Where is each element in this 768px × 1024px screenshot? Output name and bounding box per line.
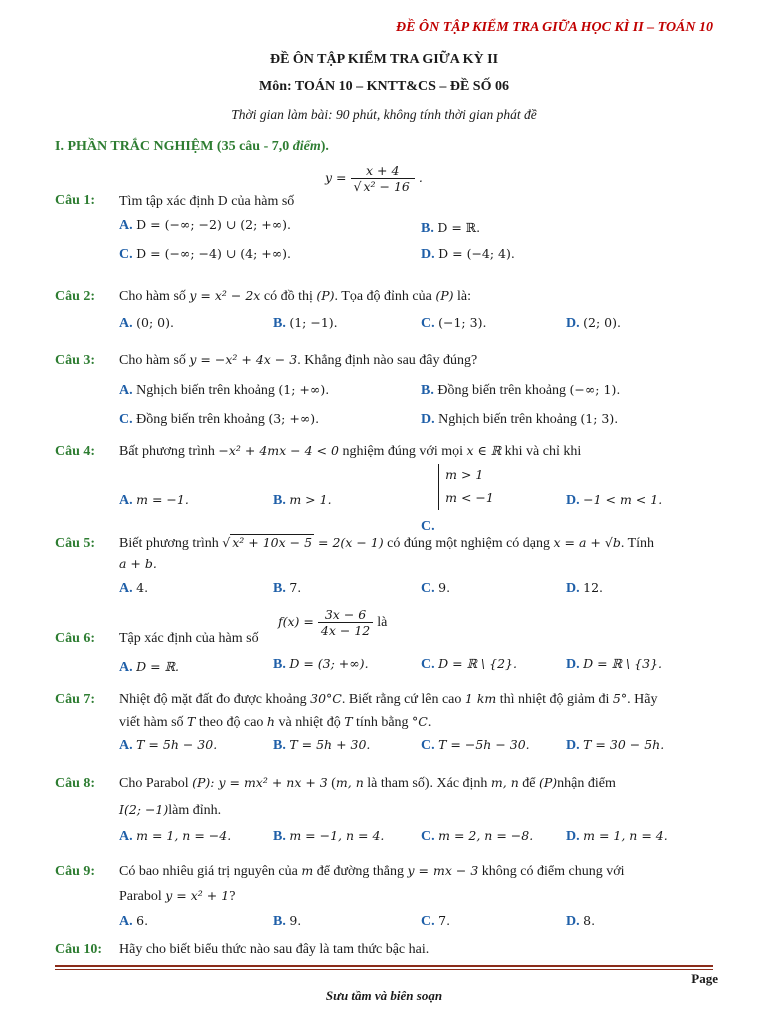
question-label: Câu 7: xyxy=(55,692,96,707)
option-b[interactable]: B. D = ℝ. xyxy=(421,220,481,236)
exam-time: Thời gian làm bài: 90 phút, không tính thời gian phát đề xyxy=(231,107,537,122)
option-d[interactable]: D. m = 1, n = 4. xyxy=(566,828,668,844)
option-a[interactable]: A. m = −1. xyxy=(119,492,189,508)
option-c[interactable]: C. (−1; 3). xyxy=(421,315,487,331)
option-c[interactable]: C. D = ℝ \ {2}. xyxy=(421,656,517,672)
option-a[interactable]: A. Nghịch biến trên khoảng (1; +∞). xyxy=(119,382,330,398)
question-text: Tìm tập xác định D của hàm số xyxy=(119,193,295,209)
question-text: Cho Parabol (P): y = mx² + nx + 3 (m, n là tham số). Xác định m, n để (P)nhận điểm xyxy=(119,775,616,791)
option-c[interactable]: C. 9. xyxy=(421,580,451,596)
footer-rule xyxy=(55,965,713,967)
option-b[interactable]: B. D = (3; +∞). xyxy=(273,656,369,672)
option-a[interactable]: A. 4. xyxy=(119,580,149,596)
question-label: Câu 4: xyxy=(55,444,96,459)
option-c[interactable]: C. m > 1 m < −1 xyxy=(421,464,494,510)
footer-credit: Sưu tầm và biên soạn xyxy=(325,988,443,1003)
option-d[interactable]: D. D = ℝ \ {3}. xyxy=(566,656,662,672)
question-label: Câu 9: xyxy=(55,864,96,879)
option-c[interactable]: C. Đồng biến trên khoảng (3; +∞). xyxy=(119,411,320,427)
option-a[interactable]: A. 6. xyxy=(119,913,149,929)
option-a[interactable]: A. D = ℝ. xyxy=(119,659,179,675)
option-d[interactable]: D. −1 < m < 1. xyxy=(566,492,663,508)
question-label: Câu 8: xyxy=(55,776,96,791)
option-c[interactable]: C. m = 2, n = −8. xyxy=(421,828,534,844)
option-a[interactable]: A. T = 5h − 30. xyxy=(119,737,218,753)
question-text-line2: Parabol y = x² + 1? xyxy=(119,888,236,904)
option-c[interactable]: C. 7. xyxy=(421,913,451,929)
option-b[interactable]: B. Đồng biến trên khoảng (−∞; 1). xyxy=(421,382,621,398)
question-text-line2: a + b. xyxy=(119,556,157,571)
option-d[interactable]: D. (2; 0). xyxy=(566,315,621,331)
question-label: Câu 3: xyxy=(55,353,96,368)
question-text: Biết phương trình √ x² + 10x − 5 = 2(x − 1) có đúng một nghiệm có dạng x = a + √b. Tính xyxy=(119,535,655,551)
question-text: Hãy cho biết biểu thức nào sau đây là tam thức bậc hai. xyxy=(119,942,430,957)
option-d[interactable]: D. T = 30 − 5h. xyxy=(566,737,665,753)
option-d[interactable]: D. 8. xyxy=(566,913,596,929)
option-b[interactable]: B. m > 1. xyxy=(273,492,332,508)
option-d[interactable]: D. 12. xyxy=(566,580,604,596)
exam-title: ĐỀ ÔN TẬP KIỂM TRA GIỮA KỲ II xyxy=(269,52,499,67)
question-formula: f(x) = $\frac{3x - 6}{4x - 12}$ là xyxy=(278,607,388,638)
question-label: Câu 1: xyxy=(55,193,96,208)
question-formula: y = $\frac{x + 4}{\text{√ x² − 16}}$ . xyxy=(325,163,423,194)
question-label: Câu 2: xyxy=(55,289,96,304)
option-b[interactable]: B. T = 5h + 30. xyxy=(273,737,371,753)
question-text: Cho hàm số y = −x² + 4x − 3. Khẳng định nào sau đây đúng? xyxy=(119,352,478,368)
question-text-line2: I(2; −1)làm đỉnh. xyxy=(119,802,222,818)
option-c[interactable]: C. T = −5h − 30. xyxy=(421,737,530,753)
option-b[interactable]: B. (1; −1). xyxy=(273,315,338,331)
option-b[interactable]: B. m = −1, n = 4. xyxy=(273,828,385,844)
question-text: Bất phương trình −x² + 4mx − 4 < 0 nghiệm đúng với mọi x ∈ ℝ khi và chỉ khi xyxy=(119,443,582,459)
option-a[interactable]: A. D = (−∞; −2) ∪ (2; +∞). xyxy=(119,217,291,233)
footer-rule-thin xyxy=(55,969,713,970)
exam-subject: Môn: TOÁN 10 – KNTT&CS – ĐỀ SỐ 06 xyxy=(259,79,509,94)
option-d[interactable]: D. D = (−4; 4). xyxy=(421,246,515,262)
option-b[interactable]: B. 7. xyxy=(273,580,302,596)
question-text: Nhiệt độ mặt đất đo được khoảng 30°C. Biết rằng cứ lên cao 1 km thì nhiệt độ giảm đi 5°. Hãy xyxy=(119,691,658,707)
question-label: Câu 5: xyxy=(55,536,96,551)
question-text: Cho hàm số y = x² − 2x có đồ thị (P). Tọa độ đỉnh của (P) là: xyxy=(119,288,472,304)
option-d[interactable]: D. Nghịch biến trên khoảng (1; 3). xyxy=(421,411,619,427)
question-text: Có bao nhiêu giá trị nguyên của m để đường thẳng y = mx − 3 không có điểm chung với xyxy=(119,863,625,879)
question-text-line2: viết hàm số T theo độ cao h và nhiệt độ T tính bằng °C. xyxy=(119,714,432,730)
section-title: I. PHẦN TRẮC NGHIỆM (35 câu - 7,0 điểm). xyxy=(55,139,329,154)
question-label: Câu 6: xyxy=(55,631,96,646)
option-b[interactable]: B. 9. xyxy=(273,913,302,929)
question-text: Tập xác định của hàm số xyxy=(119,631,259,646)
option-c[interactable]: C. D = (−∞; −4) ∪ (4; +∞). xyxy=(119,246,291,262)
running-header: ĐỀ ÔN TẬP KIỂM TRA GIỮA HỌC KÌ II – TOÁN 10 xyxy=(396,20,713,35)
question-label: Câu 10: xyxy=(55,942,103,957)
option-a[interactable]: A. m = 1, n = −4. xyxy=(119,828,232,844)
option-a[interactable]: A. (0; 0). xyxy=(119,315,174,331)
page-label: Page xyxy=(691,971,718,986)
